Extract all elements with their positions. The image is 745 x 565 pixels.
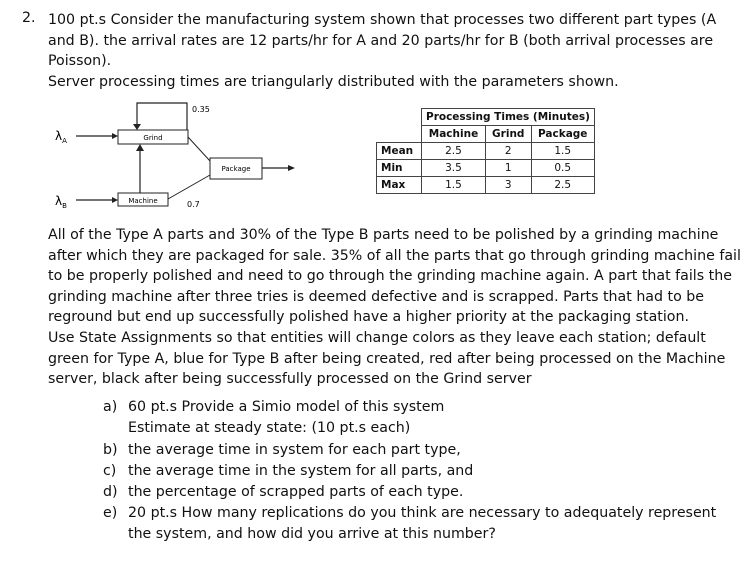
rework-arrowhead bbox=[133, 124, 141, 130]
table-cell: 2 bbox=[485, 143, 531, 160]
flow-diagram bbox=[50, 95, 350, 220]
table-row bbox=[377, 177, 595, 194]
table-corner bbox=[377, 109, 422, 126]
description-line: reground but end up successfully polished have a higher priority at the packaging station. bbox=[48, 309, 689, 326]
description-line: grinding machine after three tries is deemed defective and is scrapped. Parts that had to be bbox=[48, 288, 705, 305]
lambda-b: $\lambda_B$ bbox=[55, 194, 67, 210]
package-exit-arrowhead bbox=[288, 165, 295, 171]
question-text: 20 pt.s How many replications do you think are necessary to adequately represent bbox=[128, 505, 717, 521]
description-line: server, black after being successfully processed on the Grind server bbox=[48, 371, 532, 388]
question-label: a) bbox=[103, 399, 118, 415]
problem-intro bbox=[48, 10, 716, 72]
intro-line: and B). the arrival rates are 12 parts/hr for A and 20 parts/hr for B (both arrival processes are bbox=[48, 32, 714, 49]
description-line: green for Type A, blue for Type B after being created, red after being processed on the Machine bbox=[48, 350, 726, 367]
table-title: Processing Times (Minutes) bbox=[422, 109, 595, 126]
table-cell: 1.5 bbox=[531, 143, 594, 160]
arrival-b-arrowhead bbox=[112, 197, 118, 203]
question-label: e) bbox=[103, 505, 118, 521]
distribution-note: Server processing times are triangularly distributed with the parameters shown. bbox=[48, 74, 619, 90]
table-header: Package bbox=[531, 126, 594, 143]
table-cell: 1.5 bbox=[422, 177, 486, 194]
table-row bbox=[377, 160, 595, 177]
table-header-row bbox=[377, 126, 595, 143]
lambda-a: $\lambda_A$ bbox=[55, 129, 67, 145]
question-text: the average time in the system for all parts, and bbox=[128, 463, 474, 479]
rework-probability: 0.35 bbox=[192, 105, 210, 114]
rework-loop-line bbox=[137, 103, 187, 130]
arrival-a-arrowhead bbox=[112, 133, 118, 139]
processing-times-table bbox=[376, 108, 595, 194]
machine-to-package-line bbox=[168, 175, 210, 199]
machine-to-grind-probability: 0.7 bbox=[187, 200, 200, 209]
package-server-label: Package bbox=[221, 165, 251, 173]
intro-line: 100 pt.s Consider the manufacturing system shown that processes two different part types (A bbox=[48, 12, 717, 28]
table-cell: 2.5 bbox=[422, 143, 486, 160]
description-paragraph bbox=[48, 225, 741, 390]
description-line: All of the Type A parts and 30% of the Type B parts need to be polished by a grinding machine bbox=[48, 227, 719, 243]
description-line: Use State Assignments so that entities will change colors as they leave each station; default bbox=[48, 329, 706, 346]
question-text: 60 pt.s Provide a Simio model of this system bbox=[128, 399, 445, 415]
description-line: after which they are packaged for sale. 35% of all the parts that go through grinding machine fail bbox=[48, 247, 741, 264]
question-text: the system, and how did you arrive at this number? bbox=[128, 526, 496, 542]
question-label: d) bbox=[103, 484, 118, 500]
table-cell: 0.5 bbox=[531, 160, 594, 177]
machine-to-grind-arrowhead bbox=[136, 144, 144, 151]
table-cell: 2.5 bbox=[531, 177, 594, 194]
table-cell: 3 bbox=[485, 177, 531, 194]
table-header: Grind bbox=[485, 126, 531, 143]
problem-number: 2. bbox=[22, 10, 36, 26]
table-cell: 3.5 bbox=[422, 160, 486, 177]
machine-server-label: Machine bbox=[128, 197, 158, 205]
question-label: b) bbox=[103, 442, 118, 458]
intro-line: Poisson). bbox=[48, 53, 112, 70]
row-label: Mean bbox=[377, 143, 422, 160]
table-header: Machine bbox=[422, 126, 486, 143]
description-line: to be properly polished and need to go through the grinding machine again. A part that fails the bbox=[48, 268, 732, 285]
question-text: the average time in system for each part type, bbox=[128, 442, 461, 458]
table-row bbox=[377, 143, 595, 160]
question-text: Estimate at steady state: (10 pt.s each) bbox=[128, 420, 411, 436]
question-label: c) bbox=[103, 463, 117, 479]
row-label: Min bbox=[377, 160, 422, 177]
table-cell: 1 bbox=[485, 160, 531, 177]
row-label: Max bbox=[377, 177, 422, 194]
table-corner bbox=[377, 126, 422, 143]
table-title-row bbox=[377, 109, 595, 126]
grind-server-label: Grind bbox=[143, 134, 163, 142]
question-text: the percentage of scrapped parts of each type. bbox=[128, 484, 464, 500]
grind-to-package-line bbox=[188, 137, 210, 161]
